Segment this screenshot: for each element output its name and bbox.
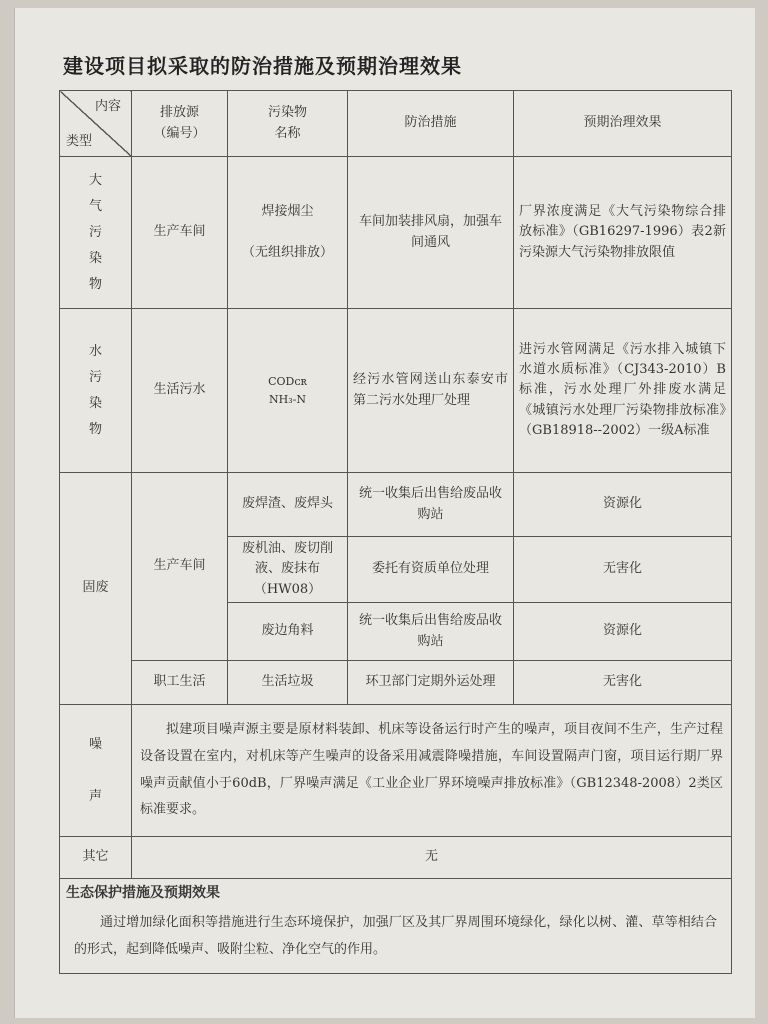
water-measures: 经污水管网送山东泰安市第二污水处理厂处理: [348, 309, 514, 473]
header-source: 排放源 （编号）: [132, 91, 228, 157]
other-type: 其它: [60, 837, 132, 879]
solid-pollutant-2: 废机油、废切削液、废抹布（HW08）: [228, 537, 348, 603]
solid-effect-4: 无害化: [514, 661, 732, 705]
document-page: [14, 8, 755, 1018]
page-title: 建设项目拟采取的防治措施及预期治理效果: [63, 54, 462, 78]
solid-measures-3: 统一收集后出售给废品收购站: [348, 603, 514, 661]
solid-effect-2: 无害化: [514, 537, 732, 603]
solid-pollutant-4: 生活垃圾: [228, 661, 348, 705]
other-value: 无: [132, 837, 732, 879]
air-type: 大 气 污 染 物: [88, 172, 102, 292]
ecology-row: [60, 879, 732, 974]
solid-source-1: 生产车间: [132, 473, 228, 661]
solid-source-2: 职工生活: [132, 661, 228, 705]
solid-pollutant-1: 废焊渣、废焊头: [228, 473, 348, 537]
solid-measures-1: 统一收集后出售给废品收购站: [348, 473, 514, 537]
air-effect: 厂界浓度满足《大气污染物综合排放标准》（GB16297-1996）表2新污染源大气污染物排放限值: [514, 157, 732, 309]
water-effect: 进污水管网满足《污水排入城镇下水道水质标准》（CJ343-2010）B标准，污水处理厂外排废水满足《城镇污水处理厂污染物排放标准》（GB18918--2002）一级A标准: [514, 309, 732, 473]
ecology-cell: [60, 879, 732, 974]
ecology-heading: 生态保护措施及预期效果: [66, 885, 220, 901]
air-type-cell: [60, 157, 132, 309]
solid-type: 固废: [60, 473, 132, 705]
noise-type-cell: [60, 705, 132, 837]
solid-effect-3: 资源化: [514, 603, 732, 661]
solid-pollutant-3: 废边角料: [228, 603, 348, 661]
noise-type: 噪 声: [88, 736, 102, 804]
air-row: [60, 157, 732, 309]
header-measures: 防治措施: [348, 91, 514, 157]
header-row: [60, 91, 732, 157]
header-content-label: 内容: [94, 99, 121, 114]
ecology-text: 通过增加绿化面积等措施进行生态环境保护，加强厂区及其厂界周围环境绿化，绿化以树、灌、草等相结合的形式，起到降低噪声、吸附尘粒、净化空气的作用。: [74, 914, 717, 957]
header-pollutant: 污染物 名称: [228, 91, 348, 157]
water-type-cell: [60, 309, 132, 473]
solid-measures-2: 委托有资质单位处理: [348, 537, 514, 603]
air-pollutant: 焊接烟尘 （无组织排放）: [228, 157, 348, 309]
header-type-label: 类型: [66, 133, 93, 149]
header-effect: 预期治理效果: [514, 91, 732, 157]
header-diagonal-cell: [60, 91, 132, 157]
noise-row: [60, 705, 732, 837]
solid-effect-1: 资源化: [514, 473, 732, 537]
water-type: 水 污 染 物: [88, 343, 102, 437]
solid-row-4: [60, 661, 732, 705]
water-source: 生活污水: [132, 309, 228, 473]
noise-text: 拟建项目噪声源主要是原材料装卸、机床等设备运行时产生的噪声，项目夜间不生产，生产过程设备设置在室内，对机床等产生噪声的设备采用减震降噪措施，车间设置隔声门窗，项目运行期厂界噪声贡献值小于60dB，厂界噪声满足《工业企业厂界环境噪声排放标准》（GB12348-2008）2类区标准要求。: [132, 705, 732, 837]
water-row: [60, 309, 732, 473]
solid-measures-4: 环卫部门定期外运处理: [348, 661, 514, 705]
air-measures: 车间加装排风扇，加强车间通风: [348, 157, 514, 309]
measures-table: [59, 90, 732, 974]
solid-row-1: [60, 473, 732, 537]
water-pollutant: CODᴄʀ NH₃-N: [228, 309, 348, 473]
air-source: 生产车间: [132, 157, 228, 309]
other-row: [60, 837, 732, 879]
